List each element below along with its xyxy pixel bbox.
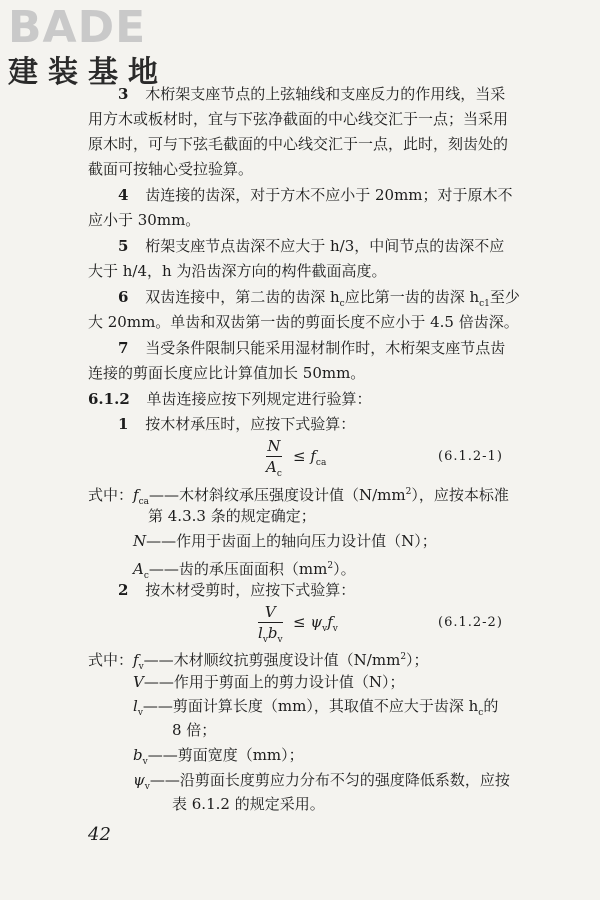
- item-7-line-1: 7 当受条件限制只能采用湿材制作时，木桁架支座节点齿: [118, 339, 506, 357]
- section-6-1-2-heading: 6.1.2 单齿连接应按下列规定进行验算：: [88, 390, 372, 408]
- sub-item-2: 2 按木材受剪时，应按下式验算：: [118, 581, 356, 599]
- where1-def-3: $A_c——$齿的承压面面积$(mm^2)$。: [133, 560, 356, 581]
- item-3-line-2: 用方木或板材时，宜与下弦净截面的中心线交汇于一点；当采用: [88, 110, 509, 128]
- where2-def-5-cont: 表 6.1.2 的规定采用。: [172, 795, 325, 813]
- equation-1-label: (6.1.2-1): [438, 449, 503, 464]
- item-6-line-1: 6 双齿连接中，第二齿的齿深 $h_c$应比第一齿的齿深 $h_{c1}$至少: [118, 288, 520, 309]
- item-3-number: 3: [118, 85, 129, 103]
- item-5-line-2: 大于 h/4，h 为沿齿深方向的构件截面高度。: [88, 262, 387, 280]
- section-number: 6.1.2: [88, 390, 130, 408]
- eq2-denominator: $l_vb_v$: [258, 624, 283, 645]
- watermark-logo: [8, 2, 168, 90]
- where1-def-1-cont: 第 4.3.3 条的规定确定；: [148, 507, 316, 525]
- item-3-line-4: 截面可按轴心受拉验算。: [88, 160, 254, 178]
- item-3-line-1: 3 木桁架支座节点的上弦轴线和支座反力的作用线，当采: [118, 85, 506, 103]
- eq1-denominator: $A_c$: [266, 458, 282, 479]
- page-number: 42: [88, 824, 111, 845]
- where2-def-4: $b_v——$剪面宽度（mm）；: [133, 746, 304, 767]
- eq2-numerator: V: [264, 603, 276, 621]
- item-4-line-1: 4 齿连接的齿深，对于方木不应小于 20mm；对于原木不: [118, 186, 513, 204]
- equation-2-fraction: [258, 603, 283, 645]
- sub-item-1-number: 1: [118, 415, 129, 433]
- item-6-number: 6: [118, 288, 129, 306]
- where2-def-3-cont: 8 倍；: [172, 721, 217, 739]
- where1-def-1: 式中：$f_{ca}——$木材斜纹承压强度设计值$(N/mm^2)$，应按本标准: [88, 486, 509, 507]
- logo-subtitle: 建装基地: [8, 55, 168, 90]
- sub-item-2-number: 2: [118, 581, 129, 599]
- item-6-line-2: 大 20mm。单齿和双齿第一齿的剪面长度不应小于 4.5 倍齿深。: [88, 313, 519, 331]
- equation-1-fraction: [266, 437, 282, 479]
- item-4-number: 4: [118, 186, 129, 204]
- item-3-line-3: 原木时，可与下弦毛截面的中心线交汇于一点，此时，刻齿处的: [88, 135, 509, 153]
- sub-item-1: 1 按木材承压时，应按下式验算：: [118, 415, 356, 433]
- where2-def-3: $l_v——$剪面计算长度（mm），其取值不应大于齿深 $h_c$的: [133, 697, 499, 718]
- item-7-number: 7: [118, 339, 129, 357]
- equation-2-rhs: ≤ $\psi_vf_v$: [293, 613, 338, 634]
- item-7-line-2: 连接的剪面长度应比计算值加长 50mm。: [88, 364, 366, 382]
- where2-def-1: 式中：$f_v——$木材顺纹抗剪强度设计值$(N/mm^2)$；: [88, 651, 429, 672]
- item-4-line-2: 应小于 30mm。: [88, 211, 201, 229]
- item-5-number: 5: [118, 237, 129, 255]
- logo-brand: BADE: [8, 2, 147, 53]
- item-5-line-1: 5 桁架支座节点齿深不应大于 h/3，中间节点的齿深不应: [118, 237, 505, 255]
- where1-def-2: N——作用于齿面上的轴向压力设计值（N）；: [133, 532, 437, 550]
- equation-2-label: (6.1.2-2): [438, 615, 503, 630]
- eq1-numerator: N: [267, 437, 281, 455]
- equation-1-rhs: ≤ $f_{ca}$: [293, 447, 327, 468]
- where2-def-2: V——作用于剪面上的剪力设计值（N）；: [133, 673, 405, 691]
- where2-def-5: $\psi_v——$沿剪面长度剪应力分布不匀的强度降低系数，应按: [133, 771, 510, 792]
